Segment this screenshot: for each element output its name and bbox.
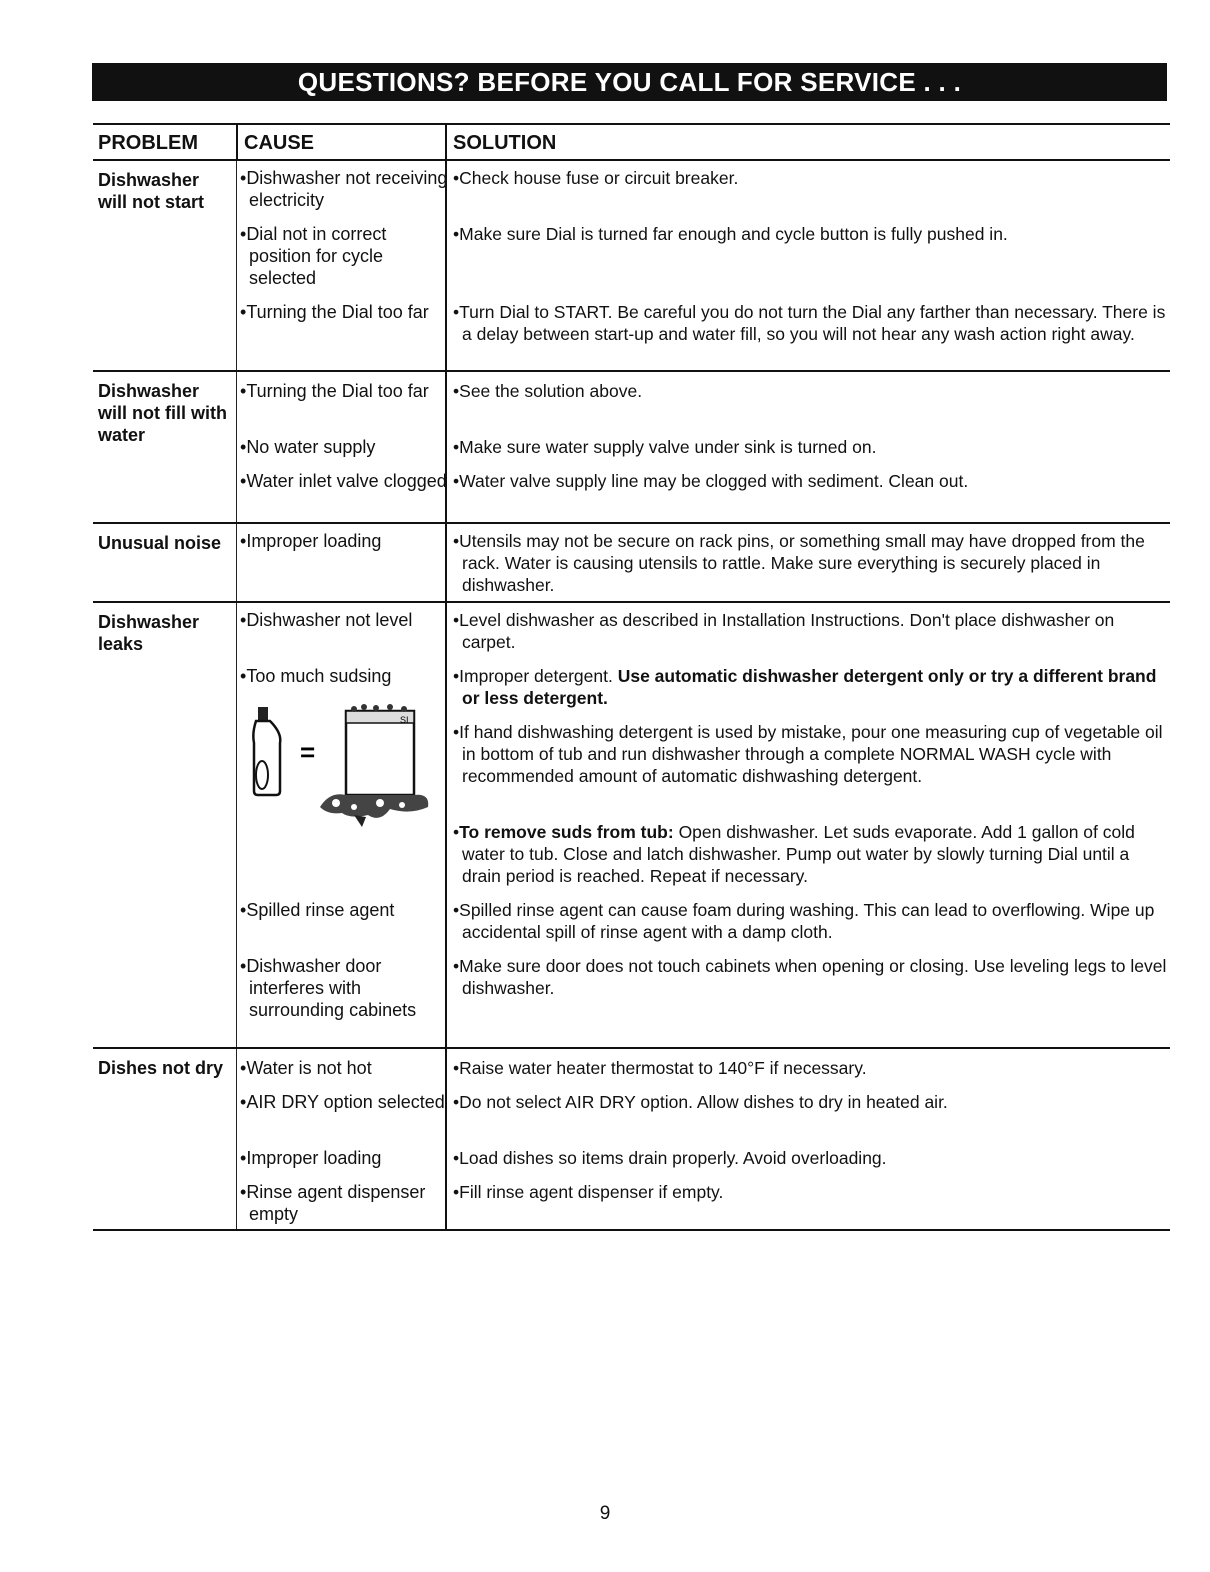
cause-text: •Dial not in correct position for cycle selected <box>240 224 387 288</box>
equals-sign: = <box>300 737 316 767</box>
cause-text: •Water inlet valve clogged <box>240 471 447 491</box>
section-will-not-fill <box>93 372 1170 524</box>
section-unusual-noise <box>93 524 1170 603</box>
problem-label: Dishwasher will not start <box>98 170 205 212</box>
page-number: 9 <box>599 1503 611 1524</box>
cause-text: •Dishwasher not level <box>240 610 413 630</box>
cause-text: •Water is not hot <box>240 1058 372 1078</box>
cause-text: •Spilled rinse agent <box>240 900 395 920</box>
dishwasher-suds-icon <box>320 704 428 827</box>
cause-text: •Turning the Dial too far <box>240 302 429 322</box>
detergent-suds-illustration <box>250 703 430 833</box>
cause-text: •AIR DRY option selected <box>240 1092 445 1112</box>
table-header <box>93 123 1170 161</box>
cause-text: •Turning the Dial too far <box>240 381 429 401</box>
solution-text: •Improper detergent. Use automatic dishwasher detergent only or try a different brand or less detergent. <box>453 666 1157 708</box>
cause-text: •Improper loading <box>240 531 382 551</box>
problem-label: Dishwasher leaks <box>98 612 200 654</box>
solution-text: •Level dishwasher as described in Installation Instructions. Don't place dishwasher on carpet. <box>453 610 1115 652</box>
cause-text: •Dishwasher door interferes with surrounding cabinets <box>240 956 417 1020</box>
problem-label: Dishes not dry <box>98 1058 224 1078</box>
solution-text: •Spilled rinse agent can cause foam during washing. This can lead to overflowing. Wipe up accidental spill of rinse agent with a damp cloth. <box>453 900 1155 942</box>
solution-text: •If hand dishwashing detergent is used by mistake, pour one measuring cup of vegetable oil in bottom of tub and run dishwasher through a complete NORMAL WASH cycle with recommended amount of automatic dishwashing detergent. <box>453 722 1163 786</box>
detergent-bottle-icon <box>253 707 280 795</box>
cause-text: •Improper loading <box>240 1148 382 1168</box>
solution-text: •See the solution above. <box>453 381 643 401</box>
cause-text: •Dishwasher not receiving electricity <box>240 168 448 210</box>
solution-text: •Check house fuse or circuit breaker. <box>453 168 739 188</box>
solution-text: •Make sure water supply valve under sink is turned on. <box>453 437 877 457</box>
solution-text: •Fill rinse agent dispenser if empty. <box>453 1182 724 1202</box>
solution-text: •Turn Dial to START. Be careful you do not turn the Dial any farther than necessary. There is a delay between start-up and water fill, so you will not hear any wash action right away. <box>453 302 1166 344</box>
cause-text: •No water supply <box>240 437 376 457</box>
troubleshooting-table <box>93 123 1170 1231</box>
solution-text: •Water valve supply line may be clogged with sediment. Clean out. <box>453 471 969 491</box>
solution-text: •Make sure door does not touch cabinets when opening or closing. Use leveling legs to level dishwasher. <box>453 956 1167 998</box>
cause-text: •Too much sudsing <box>240 666 392 686</box>
page-banner: QUESTIONS? BEFORE YOU CALL FOR SERVICE . . . <box>92 63 1167 101</box>
cause-text: •Rinse agent dispenser empty <box>240 1182 426 1224</box>
header-problem: PROBLEM <box>98 132 198 154</box>
section-will-not-start <box>93 161 1170 372</box>
solution-text: •Load dishes so items drain properly. Avoid overloading. <box>453 1148 887 1168</box>
solution-text: •Make sure Dial is turned far enough and cycle button is fully pushed in. <box>453 224 1008 244</box>
problem-label: Dishwasher will not fill with water <box>98 381 227 445</box>
section-not-dry <box>93 1049 1170 1231</box>
header-cause: CAUSE <box>236 125 452 159</box>
solution-text: •Do not select AIR DRY option. Allow dishes to dry in heated air. <box>453 1092 948 1112</box>
solution-text: •To remove suds from tub: Open dishwasher. Let suds evaporate. Add 1 gallon of cold water to tub. Close and latch dishwasher. Pump out water by slowly turning Dial until a drain period is reached. Repeat if necessary. <box>453 822 1135 886</box>
solution-text: •Utensils may not be secure on rack pins, or something small may have dropped from the rack. Water is causing utensils to rattle. Make sure everything is securely placed in dishwasher. <box>453 531 1145 595</box>
svg-text:SI: SI <box>400 715 409 725</box>
header-solution: SOLUTION <box>445 125 556 159</box>
problem-label: Unusual noise <box>98 533 222 553</box>
solution-text: •Raise water heater thermostat to 140°F if necessary. <box>453 1058 867 1078</box>
